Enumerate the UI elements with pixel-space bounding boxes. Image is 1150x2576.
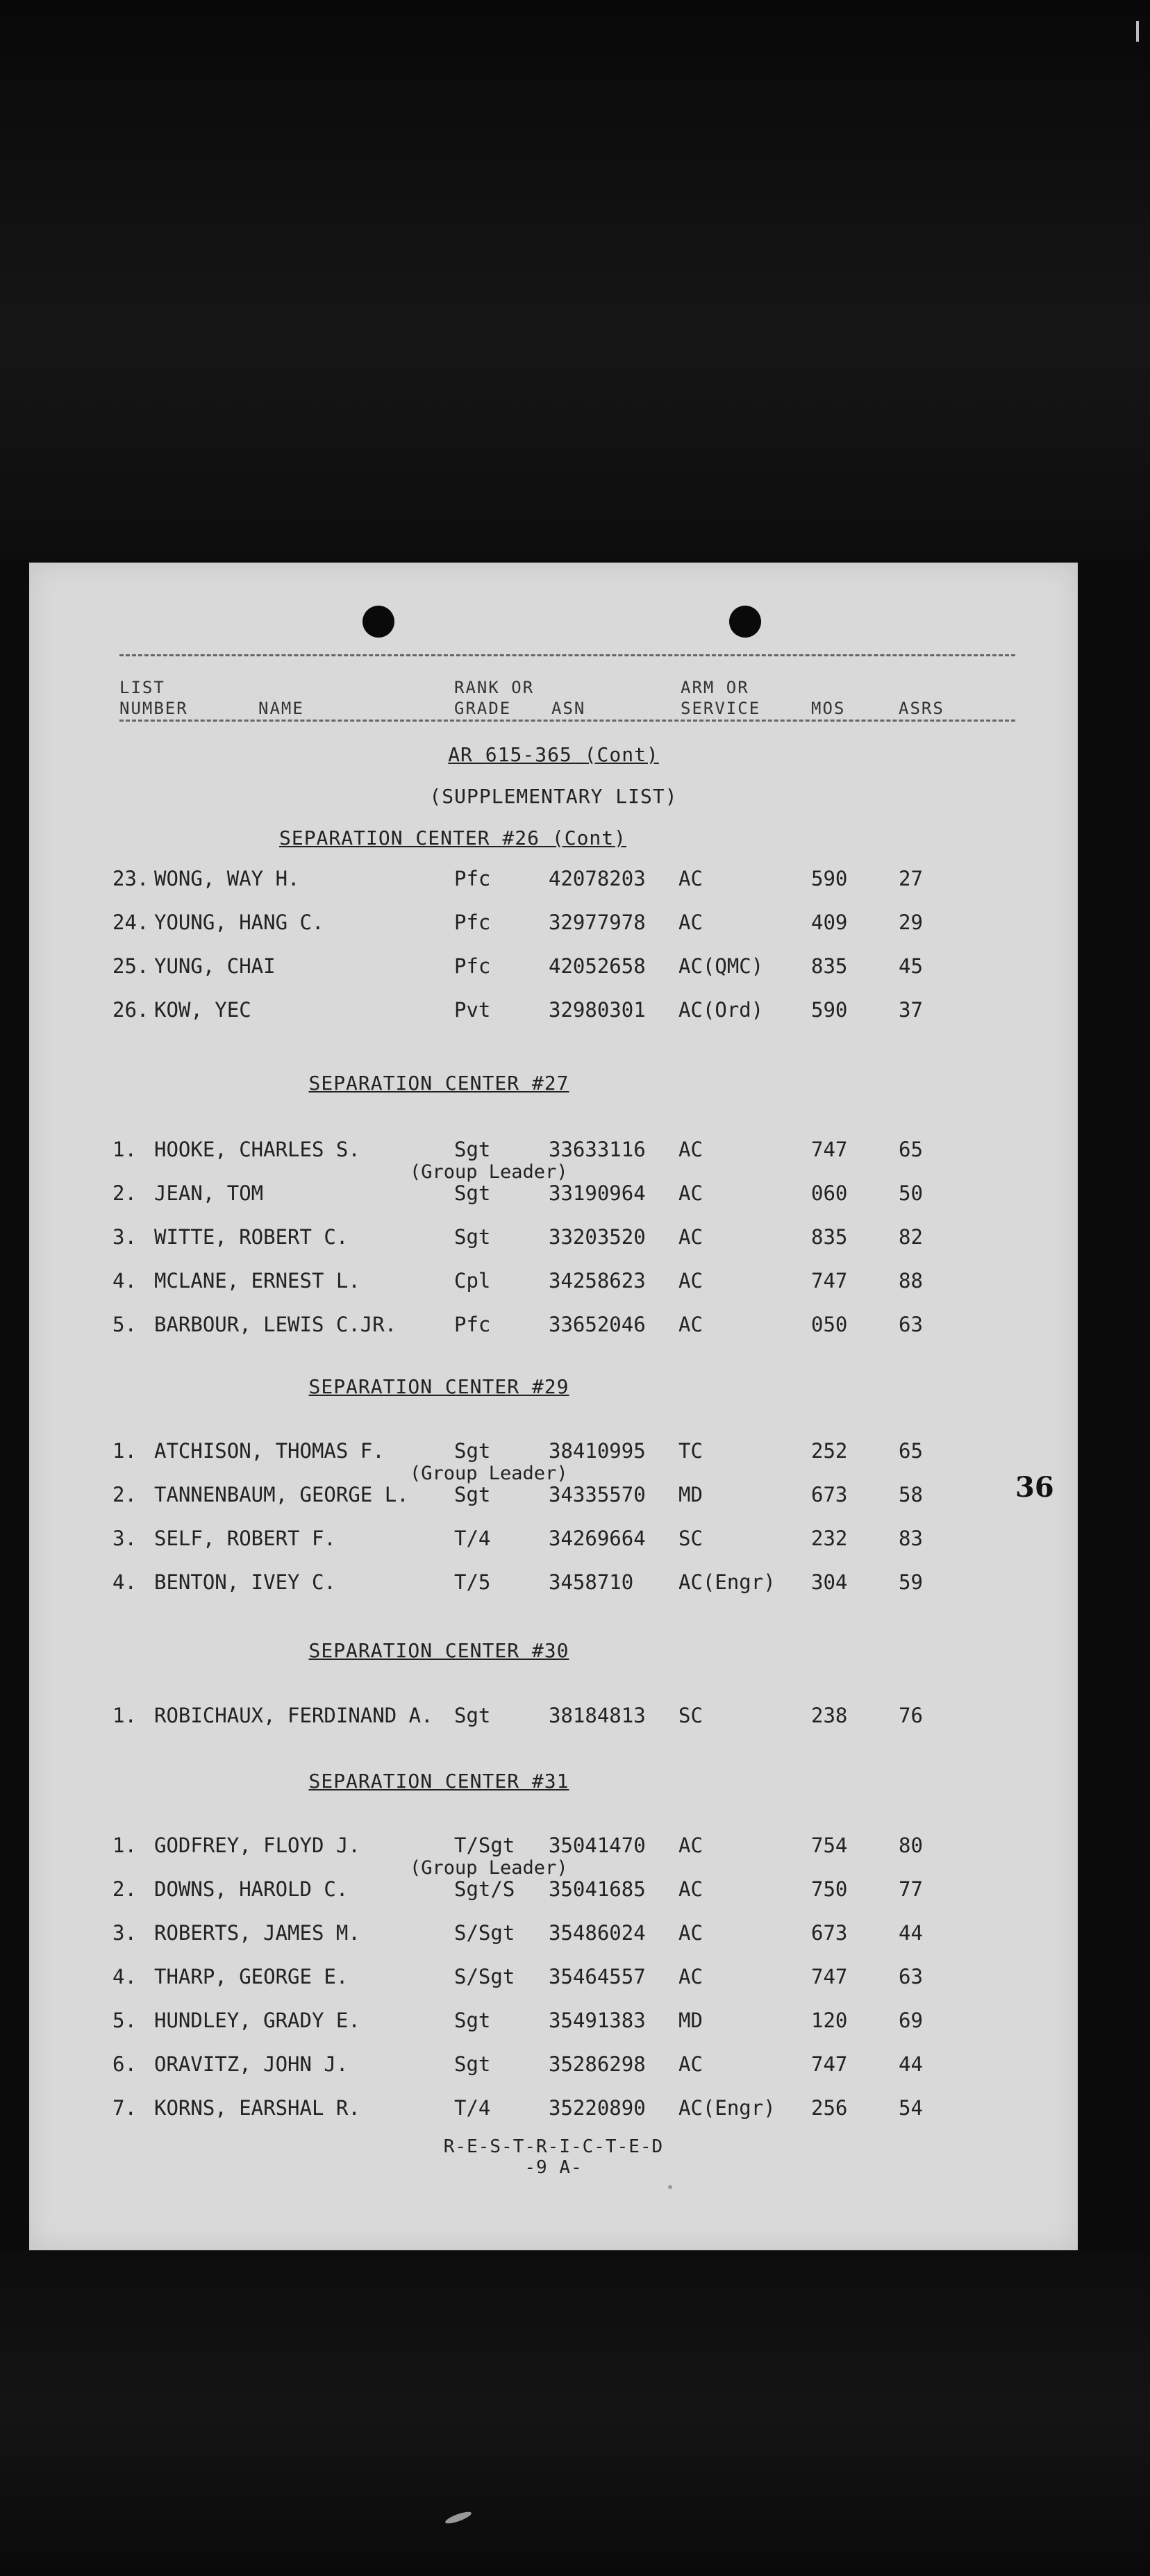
cell-num: 4.	[112, 1570, 137, 1594]
cell-name: ROBERTS, JAMES M.	[154, 1921, 360, 1945]
cell-asn: 3458710	[549, 1570, 634, 1594]
cell-arm: AC(Engr)	[678, 2096, 776, 2120]
cell-arm: AC	[678, 2052, 703, 2076]
cell-num: 1.	[112, 1439, 137, 1463]
cell-mos: 256	[811, 2096, 848, 2120]
cell-num: 1.	[112, 1834, 137, 1857]
cell-arm: AC(Ord)	[678, 998, 764, 1022]
cell-name: JEAN, TOM	[154, 1181, 264, 1205]
cell-name: ATCHISON, THOMAS F.	[154, 1439, 385, 1463]
cell-num: 6.	[112, 2052, 137, 2076]
cell-asn: 35464557	[549, 1965, 646, 1988]
cell-rank: T/4	[454, 1527, 491, 1550]
roster-row	[29, 2009, 1078, 2036]
cell-asrs: 80	[899, 1834, 923, 1857]
cell-asrs: 50	[899, 1181, 923, 1205]
cell-asn: 34258623	[549, 1269, 646, 1293]
roster-row	[29, 2096, 1078, 2124]
roster-row	[29, 1570, 1078, 1598]
cell-rank: Pfc	[454, 867, 491, 890]
cell-arm: AC	[678, 1313, 703, 1336]
cell-asrs: 59	[899, 1570, 923, 1594]
cell-arm: SC	[678, 1527, 703, 1550]
header-arm-line1: ARM OR	[681, 678, 749, 697]
cell-num: 23.	[112, 867, 149, 890]
cell-rank: Sgt	[454, 1138, 491, 1161]
punch-hole-right	[729, 606, 761, 638]
roster-row	[29, 1269, 1078, 1297]
cell-mos: 120	[811, 2009, 848, 2032]
cell-arm: AC	[678, 1921, 703, 1945]
cell-name: MCLANE, ERNEST L.	[154, 1269, 360, 1293]
roster-row	[29, 1704, 1078, 1731]
header-mos: MOS	[811, 699, 846, 718]
cell-mos: 590	[811, 867, 848, 890]
roster-row	[29, 1965, 1078, 1993]
section-title: SEPARATION CENTER #29	[308, 1375, 569, 1398]
roster-row	[29, 911, 1078, 938]
cell-asn: 42052658	[549, 954, 646, 978]
header-top-rule	[119, 654, 1015, 656]
cell-num: 3.	[112, 1527, 137, 1550]
cell-rank: S/Sgt	[454, 1965, 515, 1988]
cell-asn: 35486024	[549, 1921, 646, 1945]
group-leader-note: (Group Leader)	[410, 1857, 568, 1879]
cell-asrs: 65	[899, 1138, 923, 1161]
cell-rank: Cpl	[454, 1269, 491, 1293]
cell-asrs: 44	[899, 2052, 923, 2076]
header-list-line2: NUMBER	[119, 699, 188, 718]
cell-asrs: 44	[899, 1921, 923, 1945]
header-rank-grade	[454, 677, 534, 719]
cell-name: TANNENBAUM, GEORGE L.	[154, 1483, 409, 1506]
cell-arm: SC	[678, 1704, 703, 1727]
roster-row	[29, 867, 1078, 895]
cell-rank: T/4	[454, 2096, 491, 2120]
cell-num: 4.	[112, 1965, 137, 1988]
cell-name: SELF, ROBERT F.	[154, 1527, 336, 1550]
classification-marking: R-E-S-T-R-I-C-T-E-D	[443, 2136, 664, 2157]
header-rank-line1: RANK OR	[454, 678, 535, 697]
cell-name: YOUNG, HANG C.	[154, 911, 324, 934]
cell-asn: 38410995	[549, 1439, 646, 1463]
cell-arm: AC(QMC)	[678, 954, 764, 978]
cell-asrs: 29	[899, 911, 923, 934]
cell-mos: 232	[811, 1527, 848, 1550]
cell-asn: 32977978	[549, 911, 646, 934]
cell-asn: 35041685	[549, 1877, 646, 1901]
cell-asn: 33203520	[549, 1225, 646, 1249]
cell-asrs: 88	[899, 1269, 923, 1293]
group-leader-note: (Group Leader)	[410, 1161, 568, 1183]
cell-asn: 34269664	[549, 1527, 646, 1550]
cell-asn: 32980301	[549, 998, 646, 1022]
cell-asrs: 76	[899, 1704, 923, 1727]
header-arm-service	[681, 677, 760, 719]
cell-rank: Sgt	[454, 1181, 491, 1205]
cell-num: 5.	[112, 1313, 137, 1336]
cell-asn: 33633116	[549, 1138, 646, 1161]
cell-name: ROBICHAUX, FERDINAND A.	[154, 1704, 433, 1727]
cell-mos: 754	[811, 1834, 848, 1857]
cell-asrs: 45	[899, 954, 923, 978]
header-bottom-rule	[119, 720, 1015, 722]
cell-arm: AC	[678, 911, 703, 934]
cell-name: KOW, YEC	[154, 998, 251, 1022]
header-list-number	[119, 677, 188, 719]
cell-name: BARBOUR, LEWIS C.JR.	[154, 1313, 397, 1336]
roster-row	[29, 1921, 1078, 1949]
cell-rank: Sgt/S	[454, 1877, 515, 1901]
cell-num: 2.	[112, 1181, 137, 1205]
cell-rank: Sgt	[454, 1704, 491, 1727]
cell-rank: T/5	[454, 1570, 491, 1594]
header-arm-line2: SERVICE	[681, 699, 761, 718]
cell-asrs: 54	[899, 2096, 923, 2120]
header-name: NAME	[258, 699, 304, 718]
punch-hole-left	[362, 606, 394, 638]
cell-rank: Sgt	[454, 1483, 491, 1506]
cell-mos: 747	[811, 1965, 848, 1988]
cell-asrs: 69	[899, 2009, 923, 2032]
section-title: SEPARATION CENTER #31	[308, 1770, 569, 1793]
cell-asn: 35286298	[549, 2052, 646, 2076]
page-number: -9 A-	[524, 2157, 583, 2178]
film-margin-bottom	[0, 2250, 1150, 2576]
cell-num: 2.	[112, 1877, 137, 1901]
margin-page-number: 36	[1015, 1471, 1054, 1504]
cell-mos: 060	[811, 1181, 848, 1205]
cell-name: THARP, GEORGE E.	[154, 1965, 349, 1988]
cell-mos: 590	[811, 998, 848, 1022]
cell-name: WONG, WAY H.	[154, 867, 300, 890]
cell-mos: 747	[811, 1269, 848, 1293]
cell-arm: AC	[678, 1877, 703, 1901]
cell-asn: 35220890	[549, 2096, 646, 2120]
cell-asn: 35041470	[549, 1834, 646, 1857]
group-leader-note: (Group Leader)	[410, 1463, 568, 1484]
cell-rank: Pfc	[454, 954, 491, 978]
cell-arm: AC	[678, 867, 703, 890]
cell-name: HUNDLEY, GRADY E.	[154, 2009, 360, 2032]
cell-mos: 673	[811, 1921, 848, 1945]
cell-asn: 42078203	[549, 867, 646, 890]
cell-num: 2.	[112, 1483, 137, 1506]
cell-arm: AC	[678, 1138, 703, 1161]
cell-asrs: 77	[899, 1877, 923, 1901]
roster-row	[29, 2052, 1078, 2080]
cell-arm: MD	[678, 1483, 703, 1506]
cell-mos: 747	[811, 1138, 848, 1161]
roster-row	[29, 1225, 1078, 1253]
header-rank-line2: GRADE	[454, 699, 512, 718]
cell-rank: Pvt	[454, 998, 491, 1022]
cell-rank: Pfc	[454, 911, 491, 934]
cell-asrs: 27	[899, 867, 923, 890]
cell-rank: T/Sgt	[454, 1834, 515, 1857]
cell-arm: TC	[678, 1439, 703, 1463]
document-page	[29, 563, 1078, 2250]
cell-num: 1.	[112, 1138, 137, 1161]
cell-rank: Sgt	[454, 1225, 491, 1249]
roster-row	[29, 1483, 1078, 1511]
list-title: (SUPPLEMENTARY LIST)	[429, 785, 678, 808]
cell-rank: S/Sgt	[454, 1921, 515, 1945]
regulation-reference: AR 615-365 (Cont)	[448, 743, 659, 766]
cell-num: 5.	[112, 2009, 137, 2032]
cell-num: 25.	[112, 954, 149, 978]
roster-row	[29, 1313, 1078, 1340]
section-title: SEPARATION CENTER #26 (Cont)	[278, 826, 626, 849]
cell-name: BENTON, IVEY C.	[154, 1570, 336, 1594]
cell-arm: AC	[678, 1225, 703, 1249]
cell-arm: AC	[678, 1269, 703, 1293]
cell-num: 24.	[112, 911, 149, 934]
cell-mos: 238	[811, 1704, 848, 1727]
cell-num: 7.	[112, 2096, 137, 2120]
cell-asrs: 63	[899, 1965, 923, 1988]
cell-num: 3.	[112, 1921, 137, 1945]
cell-mos: 252	[811, 1439, 848, 1463]
film-margin-top	[0, 0, 1150, 559]
cell-mos: 750	[811, 1877, 848, 1901]
cell-name: DOWNS, HAROLD C.	[154, 1877, 349, 1901]
cell-name: WITTE, ROBERT C.	[154, 1225, 349, 1249]
roster-row	[29, 998, 1078, 1026]
cell-arm: AC	[678, 1965, 703, 1988]
cell-arm: MD	[678, 2009, 703, 2032]
cell-arm: AC(Engr)	[678, 1570, 776, 1594]
cell-asn: 38184813	[549, 1704, 646, 1727]
header-asrs: ASRS	[899, 699, 944, 718]
paper-speck	[668, 2185, 672, 2189]
cell-mos: 409	[811, 911, 848, 934]
cell-rank: Sgt	[454, 2009, 491, 2032]
cell-asrs: 83	[899, 1527, 923, 1550]
cell-name: KORNS, EARSHAL R.	[154, 2096, 360, 2120]
roster-row	[29, 1181, 1078, 1209]
cell-mos: 304	[811, 1570, 848, 1594]
cell-rank: Sgt	[454, 1439, 491, 1463]
cell-asn: 35491383	[549, 2009, 646, 2032]
roster-row	[29, 1877, 1078, 1905]
section-title: SEPARATION CENTER #30	[308, 1639, 569, 1662]
header-asn: ASN	[551, 699, 586, 718]
cell-num: 1.	[112, 1704, 137, 1727]
roster-row	[29, 954, 1078, 982]
section-title: SEPARATION CENTER #27	[308, 1072, 569, 1095]
cell-mos: 673	[811, 1483, 848, 1506]
cell-num: 3.	[112, 1225, 137, 1249]
cell-num: 26.	[112, 998, 149, 1022]
cell-arm: AC	[678, 1181, 703, 1205]
cell-rank: Pfc	[454, 1313, 491, 1336]
cell-name: YUNG, CHAI	[154, 954, 276, 978]
cell-name: GODFREY, FLOYD J.	[154, 1834, 360, 1857]
cell-asrs: 63	[899, 1313, 923, 1336]
roster-row	[29, 1527, 1078, 1554]
film-edge-mark	[1136, 21, 1139, 42]
cell-rank: Sgt	[454, 2052, 491, 2076]
cell-arm: AC	[678, 1834, 703, 1857]
cell-mos: 835	[811, 954, 848, 978]
cell-asrs: 37	[899, 998, 923, 1022]
cell-mos: 747	[811, 2052, 848, 2076]
cell-num: 4.	[112, 1269, 137, 1293]
cell-asn: 34335570	[549, 1483, 646, 1506]
cell-asrs: 58	[899, 1483, 923, 1506]
cell-name: HOOKE, CHARLES S.	[154, 1138, 360, 1161]
cell-name: ORAVITZ, JOHN J.	[154, 2052, 349, 2076]
cell-asrs: 65	[899, 1439, 923, 1463]
cell-asn: 33652046	[549, 1313, 646, 1336]
cell-mos: 050	[811, 1313, 848, 1336]
cell-asn: 33190964	[549, 1181, 646, 1205]
cell-mos: 835	[811, 1225, 848, 1249]
header-list-line1: LIST	[119, 678, 165, 697]
cell-asrs: 82	[899, 1225, 923, 1249]
